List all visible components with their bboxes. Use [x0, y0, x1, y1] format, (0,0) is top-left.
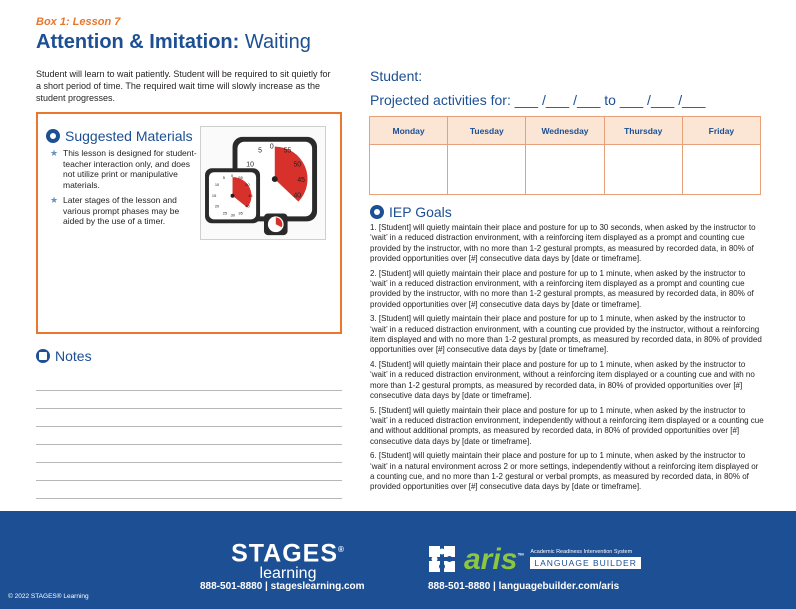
day-header: Thursday — [604, 117, 682, 145]
svg-text:35: 35 — [238, 210, 243, 216]
language-builder-text: LANGUAGE BUILDER — [530, 557, 640, 569]
svg-text:25: 25 — [222, 210, 228, 216]
schedule-cell[interactable] — [448, 145, 526, 195]
iep-goal: 6. [Student] will quietly maintain their place and posture for up to 1 minute, when asked by the instructor to ‘wait’ in a natural environment across 2 or more settings, independently without a reinforcing item displayed or a counting cue, and no more than 1-2 gestural or verbal prompts, as measured by recorded data, in 80% of provided opportunities over [#] consecutive data days by [date or timeframe]. — [370, 451, 759, 492]
aris-subtitle — [530, 549, 640, 569]
trademark-mark: ™ — [517, 553, 525, 560]
svg-text:15: 15 — [211, 192, 217, 198]
weekly-schedule-table — [369, 116, 761, 195]
stages-logo-text: STAGES — [231, 539, 339, 568]
stages-contact[interactable]: 888-501-8880 | stageslearning.com — [200, 581, 365, 592]
materials-heading-text: Suggested Materials — [65, 128, 193, 144]
schedule-cell[interactable] — [682, 145, 760, 195]
note-line — [36, 391, 342, 409]
puzzle-icon — [426, 543, 458, 575]
target-icon — [46, 129, 60, 143]
registered-mark: ® — [338, 545, 345, 554]
notes-icon — [36, 349, 50, 363]
day-header: Wednesday — [526, 117, 604, 145]
aris-logo — [426, 542, 641, 575]
day-header: Monday — [370, 117, 448, 145]
materials-heading — [46, 128, 193, 144]
svg-text:20: 20 — [214, 203, 220, 209]
schedule-cell[interactable] — [526, 145, 604, 195]
aris-logo-text: aris — [464, 543, 518, 576]
title-bold: Attention & Imitation: — [36, 31, 240, 53]
aris-system-text: Academic Readiness Intervention System — [530, 548, 633, 555]
large-timer-label: 10 — [246, 161, 254, 169]
timers-illustration — [201, 127, 325, 239]
svg-text:5: 5 — [222, 175, 225, 181]
large-timer-label: 40 — [293, 192, 302, 200]
svg-text:0: 0 — [231, 173, 234, 179]
timer-image — [200, 126, 326, 240]
large-timer-label: 50 — [293, 161, 302, 169]
materials-item-text: This lesson is designed for student-teacher interaction only, and does not utilize print or manipulative materials. — [63, 148, 197, 190]
large-timer-label: 0 — [269, 143, 274, 151]
large-timer-label: 5 — [258, 147, 262, 155]
day-header: Tuesday — [448, 117, 526, 145]
large-timer-label: 45 — [297, 177, 306, 185]
svg-text:45: 45 — [248, 192, 253, 198]
svg-text:50: 50 — [245, 181, 250, 187]
notes-heading-text: Notes — [55, 348, 92, 364]
note-line — [36, 481, 342, 499]
title-light: Waiting — [244, 31, 311, 53]
materials-item-text: Later stages of the lesson and various prompt phases may be aided by the use of a timer. — [63, 195, 180, 226]
note-line — [36, 373, 342, 391]
materials-list — [50, 148, 200, 232]
student-label: Student: — [370, 68, 423, 84]
day-header: Friday — [682, 117, 760, 145]
table-row — [370, 145, 761, 195]
note-line — [36, 445, 342, 463]
lesson-intro: Student will learn to wait patiently. Student will be required to sit quietly for a short period of time. The required wait time will slowly increase as the student progresses. — [36, 69, 331, 103]
suggested-materials-box — [36, 112, 342, 334]
iep-goals-heading — [370, 204, 452, 220]
iep-goal: 5. [Student] will quietly maintain their place and posture for up to 1 minute, when asked by the instructor to ‘wait’ in a reduced distraction environment, independently without a reinforcing item displayed or a counting cue and without additional prompts, as measured by recorded data, in 80% of provided opportunities over [#] consecutive data days by [date or timeframe]. — [370, 405, 764, 446]
iep-goal: 4. [Student] will quietly maintain their place and posture for up to 1 minute, when asked by the instructor to ‘wait’ in a reduced distraction environment, without a reinforcing item displayed or a counting cue and with no more than 1-2 gestural prompts, as measured by recorded data, in 80% of provided opportunities over [#] consecutive data days by [date or timeframe]. — [370, 359, 755, 401]
projected-activities: Projected activities for: ___ /___ /___ to ___ /___ /___ — [370, 92, 706, 108]
iep-goals-list — [370, 223, 764, 497]
iep-heading-text: IEP Goals — [389, 204, 452, 220]
svg-text:40: 40 — [245, 203, 250, 209]
notes-heading — [36, 348, 92, 364]
schedule-cell[interactable] — [604, 145, 682, 195]
table-header-row — [370, 117, 761, 145]
note-line — [36, 409, 342, 427]
target-icon — [370, 205, 384, 219]
iep-goal: 3. [Student] will quietly maintain their place and posture for up to 1 minute, when asked by the instructor to ‘wait’ in a reduced distraction environment, with a counting cue provided by the instructor, without a reinforcing item displayed and with no more than 1-2 gestural prompts, as measured by recorded data, in 80% of provided opportunities over [#] consecutive data days by [date or timeframe]. — [370, 314, 762, 355]
list-item — [50, 195, 200, 227]
page-title — [36, 31, 311, 54]
iep-goal: 1. [Student] will quietly maintain their place and posture for up to 30 seconds, when asked by the instructor to ‘wait’ in a reduced distraction environment, with a reinforcing item displayed as a prompt and counting cue provided by the instructor, with no more than 1-2 gestural prompts, as measured by recorded data, in 80% of provided opportunities over [#] consecutive data days by [date or timeframe]. — [370, 223, 756, 264]
star-icon: ★ — [50, 195, 59, 205]
svg-text:55: 55 — [238, 175, 243, 181]
lesson-box-label: Box 1: Lesson 7 — [36, 16, 121, 28]
note-line — [36, 463, 342, 481]
schedule-cell[interactable] — [370, 145, 448, 195]
footer-banner — [0, 511, 796, 609]
stages-logo-sub: learning — [259, 565, 317, 583]
star-icon: ★ — [50, 148, 59, 158]
small-timer-knob — [231, 194, 235, 198]
stages-logo — [200, 537, 376, 582]
svg-text:10: 10 — [214, 181, 220, 187]
iep-goal: 2. [Student] will quietly maintain their place and posture for up to 1 minute, when asked by the instructor to ‘wait’ in a reduced distraction environment, with a reinforcing item displayed as a prompt and counting cue provided by the instructor, with no more than 1-2 gestural prompts, as measured by recorded data, in 80% of provided opportunities over [#] consecutive data days by [date or timeframe]. — [370, 268, 754, 309]
note-line — [36, 427, 342, 445]
list-item — [50, 148, 200, 190]
large-timer-label: 55 — [283, 147, 292, 155]
notes-lines — [36, 373, 342, 499]
copyright-text: © 2022 STAGES® Learning — [8, 593, 89, 600]
large-timer-knob — [272, 176, 278, 182]
aris-contact[interactable]: 888-501-8880 | languagebuilder.com/aris — [428, 581, 620, 592]
svg-text:30: 30 — [230, 212, 235, 218]
